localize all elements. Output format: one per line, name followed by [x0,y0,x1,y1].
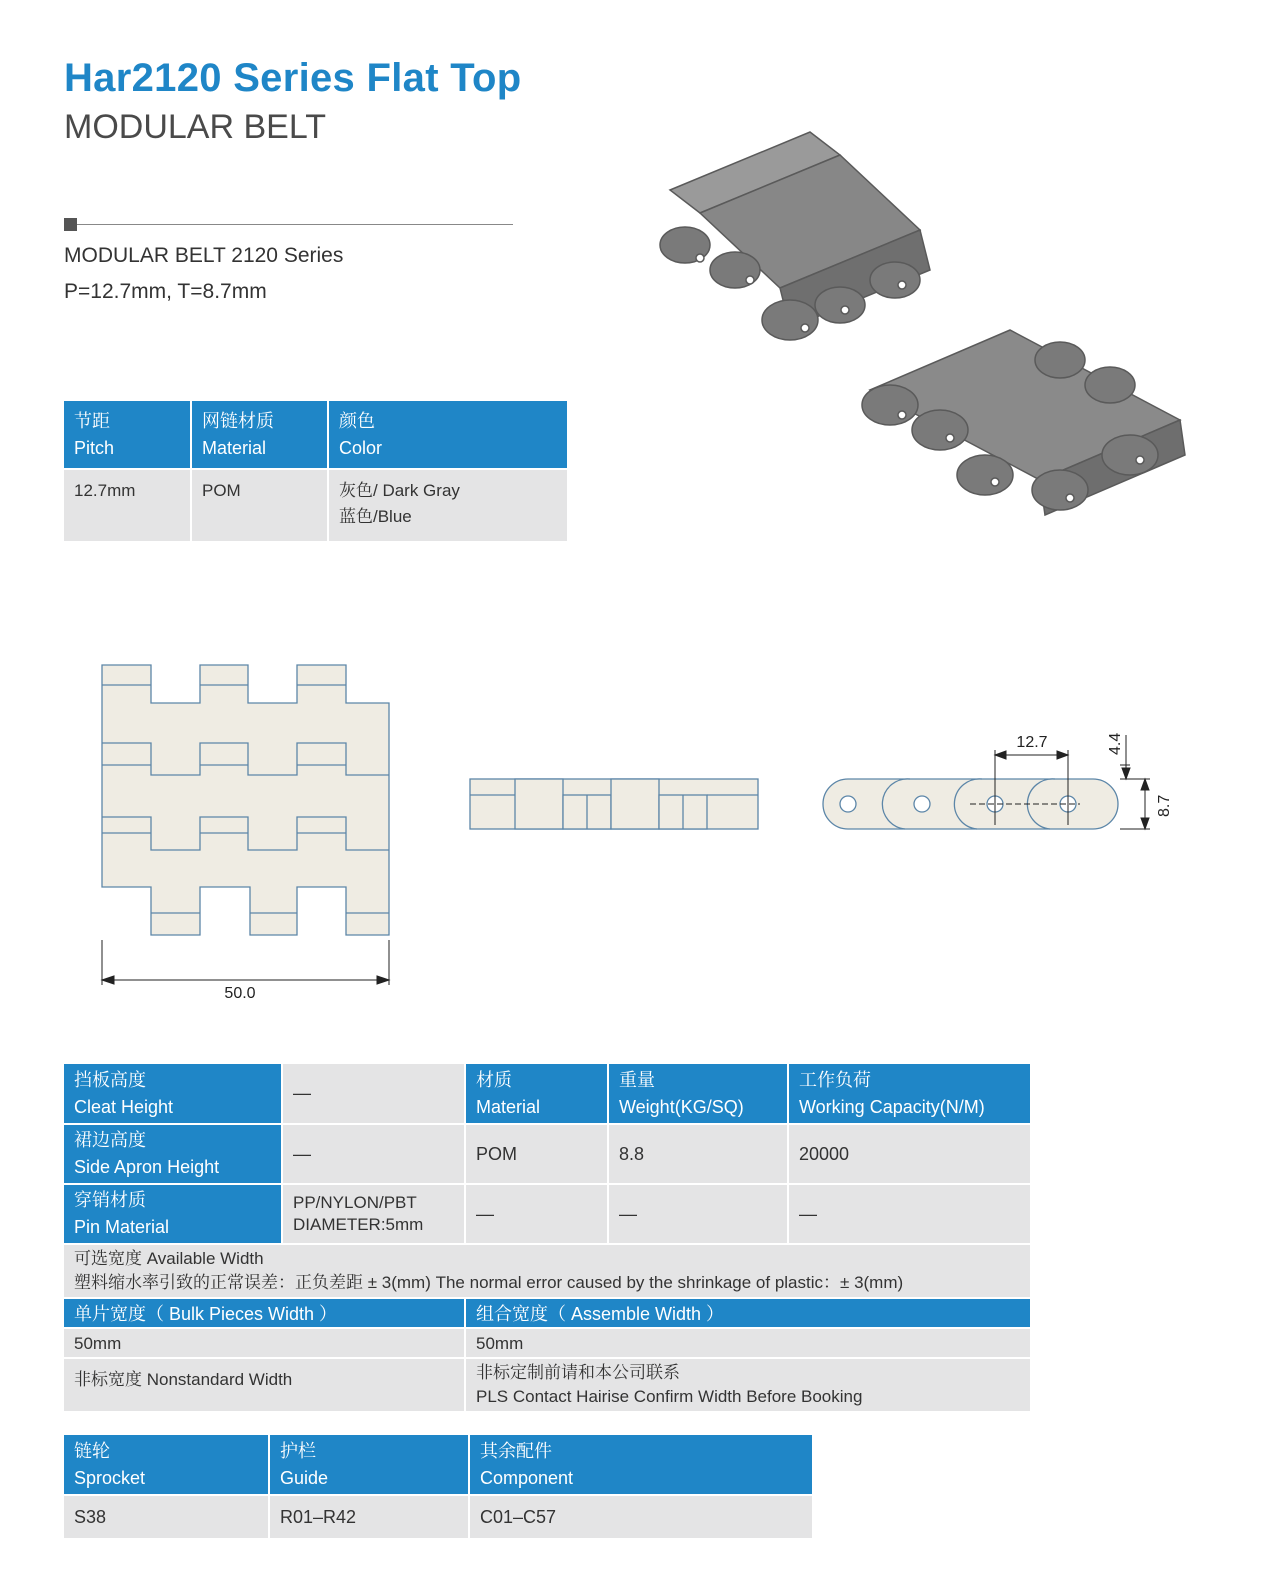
color-header: 颜色 Color [328,401,568,469]
pitch-header: 节距 Pitch [64,401,191,469]
belt-render-top [660,132,930,340]
basic-spec-table [64,401,569,543]
sprocket-header: 链轮 Sprocket [64,1435,269,1495]
cleat-height-header: 挡板高度 Cleat Height [64,1064,282,1124]
nonstandard-width-note: 非标定制前请和本公司联系 PLS Contact Hairise Confirm Width Before Booking [465,1358,1031,1412]
thickness-dim-label: 8.7 [1156,794,1173,817]
technical-drawings [90,655,1190,1005]
bulk-width-header: 单片宽度（ Bulk Pieces Width ） [64,1298,465,1328]
pin-material-col3: — [465,1184,608,1244]
color-value: 灰色/ Dark Gray 蓝色/Blue [328,469,568,542]
guide-header: 护栏 Guide [269,1435,469,1495]
material-header: 材质 Material [465,1064,608,1124]
weight-header: 重量 Weight(KG/SQ) [608,1064,788,1124]
pin-material-header: 穿销材质 Pin Material [64,1184,282,1244]
detail-spec-table [64,1064,1032,1413]
accessories-table [64,1435,814,1540]
belt-render-bottom [862,330,1185,515]
belt-side-view-drawing [470,779,758,829]
assemble-width-value: 50mm [465,1328,1031,1358]
capacity-value: 20000 [788,1124,1031,1184]
divider-marker [64,218,77,231]
width-dim-label: 50.0 [224,985,256,1002]
pitch-thickness-label: P=12.7mm, T=8.7mm [64,280,267,303]
width-dimension [102,940,389,985]
component-header: 其余配件 Component [469,1435,813,1495]
pin-capacity-col: — [788,1184,1031,1244]
page-subtitle: MODULAR BELT [64,108,326,146]
series-label: MODULAR BELT 2120 Series [64,244,344,267]
side-apron-header: 裙边高度 Side Apron Height [64,1124,282,1184]
available-width-note: 可选宽度 Available Width 塑料缩水率引致的正常误差：正负差距 ± 3(mm) The normal error caused by the shrinkage of plastic：± 3(mm) [64,1244,1031,1298]
guide-value: R01–R42 [269,1495,469,1539]
pin-weight-col: — [608,1184,788,1244]
page-title: Har2120 Series Flat Top [64,56,522,100]
divider-line [77,224,513,225]
material-header: 网链材质 Material [191,401,328,469]
material-value: POM [465,1124,608,1184]
sprocket-value: S38 [64,1495,269,1539]
pitch-value: 12.7mm [64,469,191,542]
side-apron-value: — [282,1124,465,1184]
assemble-width-header: 组合宽度（ Assemble Width ） [465,1298,1031,1328]
belt-top-view-drawing [102,665,389,935]
belt-3d-render [640,120,1200,540]
top-dim-label: 4.4 [1107,732,1124,755]
cleat-height-value: — [282,1064,465,1124]
weight-value: 8.8 [608,1124,788,1184]
bulk-width-value: 50mm [64,1328,465,1358]
pin-material-value: PP/NYLON/PBT DIAMETER:5mm [282,1184,465,1244]
capacity-header: 工作负荷 Working Capacity(N/M) [788,1064,1031,1124]
component-value: C01–C57 [469,1495,813,1539]
nonstandard-width-label: 非标宽度 Nonstandard Width [64,1358,465,1412]
pitch-dim-label: 12.7 [1016,734,1048,751]
material-value: POM [191,469,328,542]
